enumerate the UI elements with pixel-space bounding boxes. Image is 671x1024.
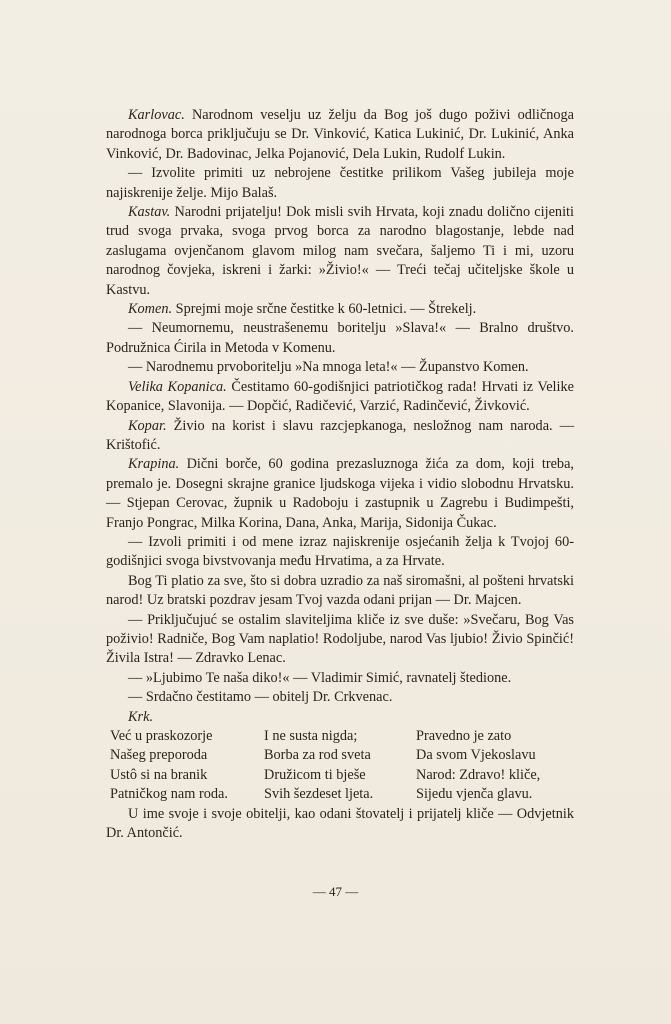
article-text bbox=[106, 106, 574, 843]
poem-line: I ne susta nigda; bbox=[264, 728, 358, 744]
poem-column bbox=[264, 727, 416, 805]
paragraph bbox=[106, 611, 574, 669]
poem-line: Patničkog nam roda. bbox=[110, 786, 228, 803]
paragraph-text: Narodni prijatelju! Dok misli svih Hrvata, koji znadu dolično cijeniti trud svoga prvaka, svoga prvog borca za narodno blagostanje, lebde nad zaslugama ovjenčanom glavom milog nam svečara, šaljemo Ti i mi, uzoru narodnog čovjeka, iskreni i žarki: »Živio!« — Treći tečaj učiteljske škole u Kastvu. bbox=[106, 204, 574, 298]
poem-line: Ustô si na branik bbox=[110, 766, 208, 783]
paragraph-text: Bog Ti platio za sve, što si dobra uzradio za naš siromašni, al pošteni hrvatski narod! Uz bratski pozdrav jesam Tvoj vazda odani prijan — Dr. Majcen. bbox=[106, 572, 574, 609]
paragraph-text: — »Ljubimo Te naša diko!« — Vladimir Simić, ravnatelj štedione. bbox=[128, 669, 512, 686]
poem-line: Borba za rod sveta bbox=[264, 747, 371, 764]
page-number: — 47 — bbox=[312, 884, 359, 899]
paragraph-text: Sprejmi moje srčne čestitke k 60-letnici. — Štrekelj. bbox=[172, 301, 477, 318]
poem bbox=[106, 727, 574, 805]
paragraph bbox=[106, 300, 574, 319]
paragraph bbox=[106, 106, 574, 164]
paragraph-text: — Izvoli primiti i od mene izraz najiskrenije osjećanih želja k Tvojoj 60-godišnjici svoga bivstvovanja među Hrvatima, a za Hrvate. bbox=[106, 533, 574, 570]
poem-line: Sijedu vjenča glavu. bbox=[416, 786, 533, 803]
paragraph bbox=[106, 669, 574, 688]
paragraph bbox=[106, 203, 574, 300]
paragraph-text: — Narodnemu prvoboritelju »Na mnoga leta!« — Županstvo Komen. bbox=[128, 359, 529, 376]
place-name: Velika Kopanica. bbox=[128, 378, 227, 395]
place-name: Komen. bbox=[128, 301, 173, 318]
paragraph-text: — Priključujuć se ostalim slaviteljima kliče iz sve duše: »Svečaru, Bog Vas poživio! Radniče, Bog Vam naplatio! Rodoljube, narod Vas ljubio! Živio Spinčić! Živila Istra! — Zdravko Lenac. bbox=[106, 611, 574, 667]
paragraph-text: Čestitamo 60-godišnjici patriotičkog rada! Hrvati iz Velike Kopanice, Slavonija. — Dopčić, Radičević, Varzić, Radinčević, Živković. bbox=[106, 378, 574, 415]
paragraph-text: — Neumornemu, neustrašenemu boritelju »Slava!« — Bralno društvo. Podružnica Ćirila in Metoda v Komenu. bbox=[106, 320, 574, 356]
closing-paragraph: U ime svoje i svoje obitelji, kao odani štovatelj i prijatelj kliče — Odvjetnik Dr. Antončić. bbox=[106, 805, 574, 842]
poem-line: Već u praskozorje bbox=[110, 728, 213, 744]
paragraph bbox=[106, 688, 574, 707]
paragraph-text: Narodnom veselju uz želju da Bog još dugo poživi odličnoga narodnoga borca priključuju se Dr. Vinković, Katica Lukinić, Dr. Lukinić, Anka Vinković, Dr. Badovinac, Jelka Pojanović, Dela Lukin, Rudolf Lukin. bbox=[106, 107, 574, 162]
paragraph bbox=[106, 164, 574, 203]
paragraph bbox=[106, 533, 574, 572]
poem-column bbox=[416, 727, 574, 805]
paragraph bbox=[106, 572, 574, 611]
place-name: Kastav. bbox=[128, 204, 171, 221]
paragraph-text: Dični borče, 60 godina prezasluznoga žića za dom, koji treba, premalo je. Dosegni skrajne granice ljudskoga vijeka i vidio slobodnu Hrvatsku. — Stjepan Cerovac, župnik u Radoboju i zastupnik u Zagrebu i Budimpešti, Franjo Pongrac, Milka Korina, Dana, Anka, Marija, Sidonija Čukac. bbox=[106, 456, 574, 531]
poem-line: Svih šezdeset ljeta. bbox=[264, 786, 374, 803]
place-name: Krk. bbox=[128, 708, 154, 725]
poem-line: Pravedno je zato bbox=[416, 728, 512, 744]
paragraph-text: — Izvolite primiti uz nebrojene čestitke prilikom Vašeg jubileja moje najiskrenije želje. Mijo Balaš. bbox=[106, 165, 574, 201]
place-name: Karlovac. bbox=[128, 107, 185, 123]
paragraph bbox=[106, 358, 574, 377]
poem-line: Družicom ti bješe bbox=[264, 766, 366, 783]
paragraph bbox=[106, 708, 574, 727]
paragraph-text: — Srdačno čestitamo — obitelj Dr. Crkvenac. bbox=[128, 689, 393, 706]
poem-column bbox=[106, 727, 264, 805]
place-name: Krapina. bbox=[128, 456, 180, 473]
poem-line: Našeg preporoda bbox=[110, 747, 208, 764]
place-name: Kopar. bbox=[128, 417, 167, 434]
paragraph bbox=[106, 455, 574, 533]
paragraph-text: Živio na korist i slavu razcjepkanoga, nesložnog nam naroda. — Krištofić. bbox=[106, 417, 574, 453]
poem-line: Da svom Vjekoslavu bbox=[416, 747, 536, 764]
paragraph bbox=[106, 417, 574, 456]
poem-line: Narod: Zdravo! kliče, bbox=[416, 766, 541, 783]
paragraph bbox=[106, 378, 574, 417]
paragraph bbox=[106, 319, 574, 358]
